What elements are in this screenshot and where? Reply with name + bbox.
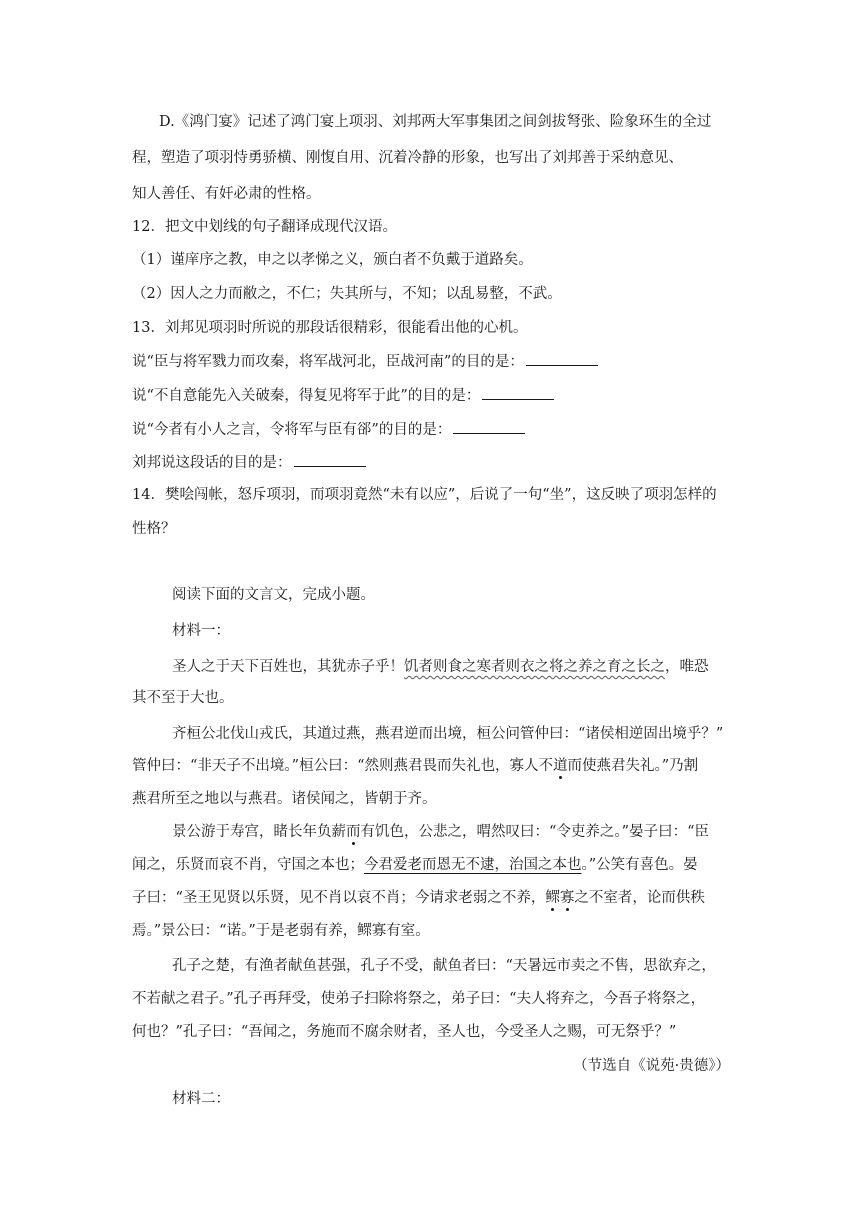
question-12-part2: （2）因人之力而敝之，不仁；失其所与，不知；以乱易整，不武。: [132, 286, 562, 302]
answer-blank[interactable]: [294, 452, 366, 467]
m1-para3-line3: 子曰：“圣王见贤以乐贤，见不肖以哀不肖；今请求老弱之不养，鳏寡之不室者，论而供秩: [132, 890, 705, 906]
material-two-heading: 材料二：: [172, 1091, 230, 1107]
question-14-line1: 14．樊哙闯帐，怒斥项羽，而项羽竟然“未有以应”，后说了一句“坐”，这反映了项羽怎样的: [132, 487, 717, 503]
m1-para3-line2: 闻之，乐贤而哀不肖，守国之本也；今君爱老而恩无不逮，治国之本也。”公笑有喜色。晏: [132, 857, 698, 873]
material-one-heading: 材料一：: [172, 623, 230, 639]
reading-instruction: 阅读下面的文言文，完成小题。: [172, 587, 375, 603]
option-d-line2: 程，塑造了项羽恃勇骄横、刚愎自用、沉着冷静的形象，也写出了刘邦善于采纳意见、: [132, 150, 683, 166]
m1-para1-line2: 其不至于大也。: [132, 690, 234, 706]
question-14-line2: 性格？: [132, 521, 176, 537]
question-13: 13．刘邦见项羽时所说的那段话很精彩，很能看出他的心机。: [132, 320, 528, 336]
option-d-line3: 知人善任、有奸必肃的性格。: [132, 186, 321, 202]
source-citation: （节选自《说苑·贵德》）: [573, 1058, 730, 1074]
m1-para3-line1: 景公游于寿宫，睹长年负薪而有饥色，公悲之，喟然叹曰：“令吏养之。”晏子曰：“臣: [172, 824, 709, 840]
option-d-line1: D.《鸿门宴》记述了鸿门宴上项羽、刘邦两大军事集团之间剑拔弩张、险象环生的全过: [159, 114, 712, 130]
m1-para2-line3: 燕君所至之地以与燕君。诸侯闻之，皆朝于齐。: [132, 791, 437, 807]
question-12: 12．把文中划线的句子翻译成现代汉语。: [132, 219, 397, 235]
question-13-item1: 说“臣与将军戮力而攻秦，将军战河北，臣战河南”的目的是：: [132, 351, 598, 372]
m1-para3-line4: 焉。”景公曰：“诺。”于是老弱有养，鳏寡有室。: [132, 923, 430, 939]
question-13-item3: 说“今者有小人之言，令将军与臣有郤”的目的是：: [132, 419, 525, 440]
question-13-item4: 刘邦说这段话的目的是：: [132, 452, 366, 473]
m1-para2-line1: 齐桓公北伐山戎氏，其道过燕，燕君逆而出境，桓公问管仲曰：“诸侯相逆固出境乎？”: [172, 726, 724, 742]
m1-para2-line2: 管仲曰：“非天子不出境。”桓公曰：“然则燕君畏而失礼也，寡人不道而使燕君失礼。”乃割: [132, 758, 699, 774]
question-13-item2: 说“不自意能先入关破秦，得复见将军于此”的目的是：: [132, 385, 554, 406]
answer-blank[interactable]: [482, 385, 554, 400]
question-12-part1: （1）谨庠序之教，申之以孝悌之义，颁白者不负戴于道路矣。: [132, 252, 533, 268]
m1-para4-line1: 孔子之楚，有渔者献鱼甚强，孔子不受，献鱼者曰：“天暑远市卖之不售，思欲弃之，: [172, 958, 716, 974]
m1-para1-line1: 圣人之于天下百姓也，其犹赤子乎！饥者则食之寒者则衣之将之养之育之长之，唯恐: [172, 659, 709, 675]
m1-para4-line2: 不若献之君子。”孔子再拜受，使弟子扫除将祭之，弟子曰：“夫人将弃之，今吾子将祭之，: [132, 991, 706, 1007]
m1-para4-line3: 何也？”孔子曰：“吾闻之，务施而不腐余财者，圣人也，今受圣人之赐，可无祭乎？”: [132, 1024, 677, 1040]
answer-blank[interactable]: [526, 351, 598, 366]
answer-blank[interactable]: [453, 419, 525, 434]
